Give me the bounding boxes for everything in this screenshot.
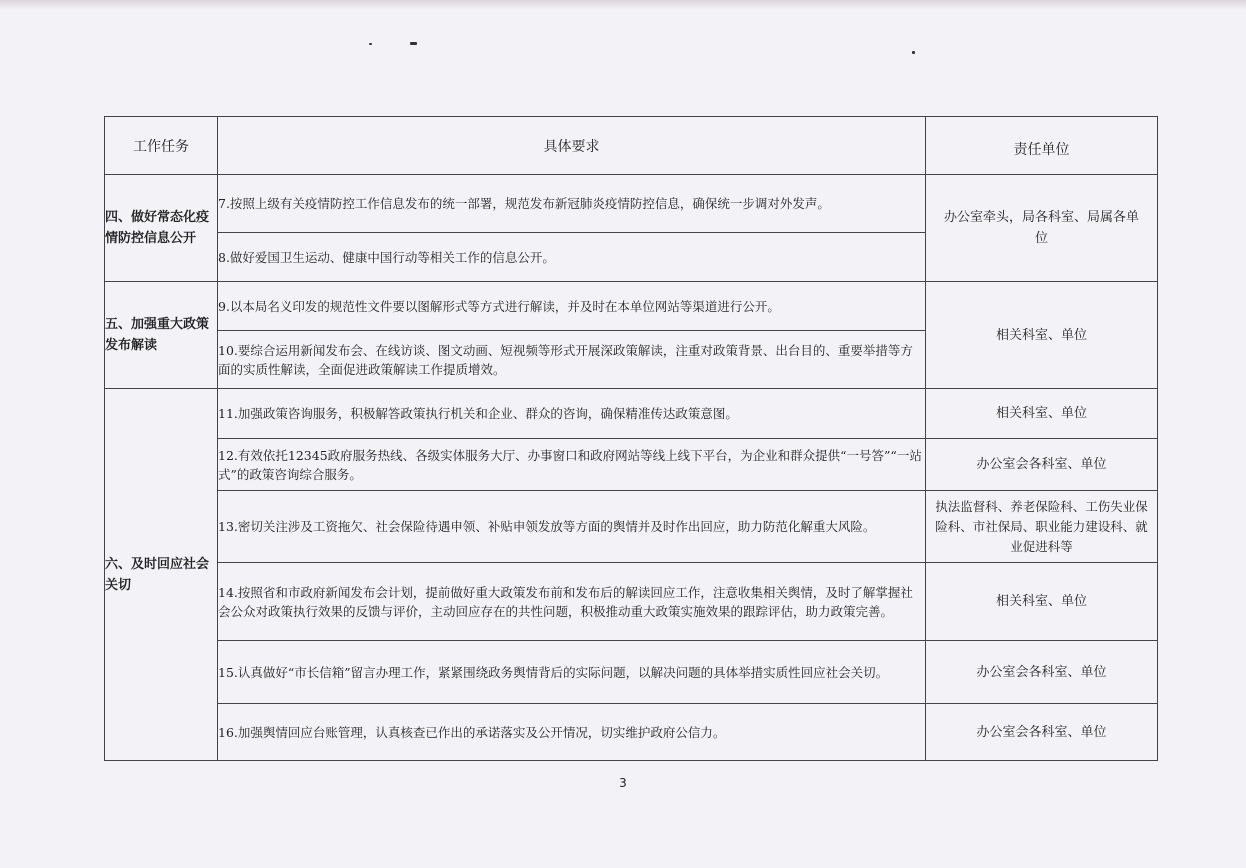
requirement-cell: 14.按照省和市政府新闻发布会计划，提前做好重大政策发布前和发布后的解读回应工作，注意收集相关舆情，及时了解掌握社会公众对政策执行效果的反馈与评价，主动回应存在的共性问题，积极推动重大政策实施效果的跟踪评估，助力政策完善。: [218, 563, 926, 641]
unit-cell: 相关科室、单位: [926, 389, 1158, 439]
scan-speck: [912, 51, 915, 54]
unit-cell: 办公室会各科室、单位: [926, 641, 1158, 704]
header-task: 工作任务: [105, 117, 218, 175]
table-header-row: [105, 117, 1158, 175]
table-row: [105, 282, 1158, 331]
header-unit: 责任单位: [926, 117, 1158, 175]
unit-cell: 相关科室、单位: [926, 282, 1158, 389]
scan-speck: [369, 43, 372, 45]
requirement-cell: 16.加强舆情回应台账管理，认真核查已作出的承诺落实及公开情况，切实维护政府公信力。: [218, 704, 926, 761]
unit-cell: 办公室会各科室、单位: [926, 704, 1158, 761]
unit-cell: 办公室会各科室、单位: [926, 439, 1158, 491]
requirement-cell: 15.认真做好“市长信箱”留言办理工作，紧紧围绕政务舆情背后的实际问题，以解决问题的具体举措实质性回应社会关切。: [218, 641, 926, 704]
table-row: [105, 641, 1158, 704]
unit-cell: 办公室牵头，局各科室、局属各单位: [926, 175, 1158, 282]
task-cell: 五、加强重大政策发布解读: [105, 282, 218, 389]
requirement-cell: 11.加强政策咨询服务，积极解答政策执行机关和企业、群众的咨询，确保精准传达政策意图。: [218, 389, 926, 439]
requirement-cell: 10.要综合运用新闻发布会、在线访谈、图文动画、短视频等形式开展深政策解读，注重对政策背景、出台目的、重要举措等方面的实质性解读，全面促进政策解读工作提质增效。: [218, 331, 926, 389]
table-row: [105, 563, 1158, 641]
requirement-cell: 13.密切关注涉及工资拖欠、社会保险待遇申领、补贴申领发放等方面的舆情并及时作出回应，助力防范化解重大风险。: [218, 491, 926, 563]
table-row: [105, 175, 1158, 233]
scan-edge: [0, 0, 1246, 10]
header-requirement: 具体要求: [218, 117, 926, 175]
requirements-table: [104, 116, 1158, 761]
table-row: [105, 704, 1158, 761]
page-number: 3: [619, 776, 627, 790]
requirement-cell: 8.做好爱国卫生运动、健康中国行动等相关工作的信息公开。: [218, 233, 926, 282]
unit-cell: 相关科室、单位: [926, 563, 1158, 641]
requirement-cell: 12.有效依托12345政府服务热线、各级实体服务大厅、办事窗口和政府网站等线上线下平台，为企业和群众提供“一号答”“一站式”的政策咨询综合服务。: [218, 439, 926, 491]
scan-speck: [410, 42, 417, 45]
table-row: [105, 389, 1158, 439]
requirement-cell: 7.按照上级有关疫情防控工作信息发布的统一部署，规范发布新冠肺炎疫情防控信息，确保统一步调对外发声。: [218, 175, 926, 233]
task-cell: 六、及时回应社会关切: [105, 389, 218, 761]
unit-cell: 执法监督科、养老保险科、工伤失业保险科、市社保局、职业能力建设科、就业促进科等: [926, 491, 1158, 563]
requirement-cell: 9.以本局名义印发的规范性文件要以图解形式等方式进行解读，并及时在本单位网站等渠道进行公开。: [218, 282, 926, 331]
table-row: [105, 439, 1158, 491]
table-row: [105, 491, 1158, 563]
task-cell: 四、做好常态化疫情防控信息公开: [105, 175, 218, 282]
